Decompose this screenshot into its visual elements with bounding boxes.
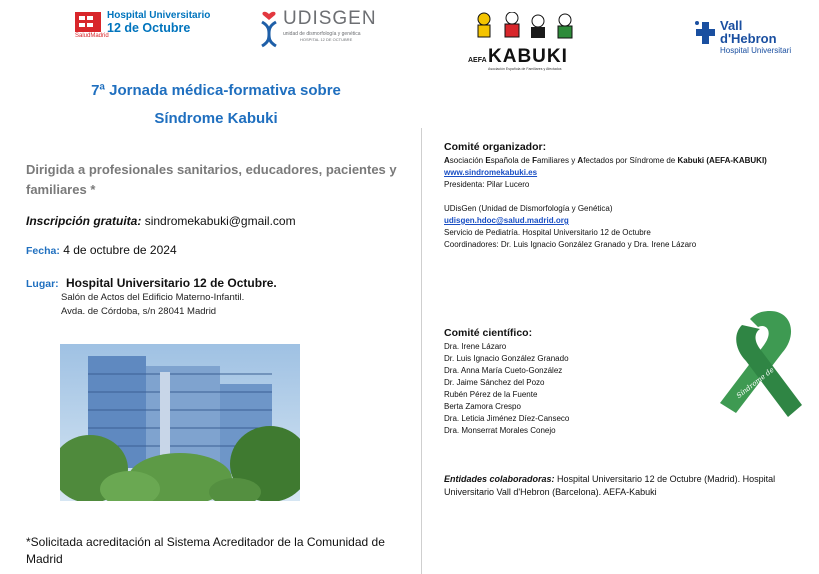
colaboradoras-value: Hospital Universitario 12 de Octubre (Madrid). Hospital Universitario Vall d'Hebron (Barcelona). AEFA-Kabuki <box>444 474 776 497</box>
member: Dra. Anna María Cueto-González <box>444 366 563 375</box>
member: Dra. Irene Lázaro <box>444 342 507 351</box>
vh-line1: Vall <box>720 18 743 33</box>
hospital-logo-line2: 12 de Octubre <box>107 21 191 35</box>
hospital-building-photo <box>60 344 300 501</box>
event-title-line2: Síndrome Kabuki <box>154 110 278 127</box>
saludmadrid-label: SaludMadrid <box>75 33 109 39</box>
assoc-name: Asociación Española de Familiares y Afectados por Síndrome de Kabuki (AEFA-KABUKI) <box>444 156 767 165</box>
colaboradoras-label: Entidades colaboradoras: <box>444 474 555 484</box>
comite-cientifico-heading: Comité científico: <box>444 327 533 339</box>
madrid-flag-icon <box>75 12 101 32</box>
coordinadores-text: Coordinadores: Dr. Luis Ignacio González Granado y Dra. Irene Lázaro <box>444 240 697 249</box>
udisgen-text: UDisGen (Unidad de Dismorfología y Genética) <box>444 204 613 213</box>
dna-heart-icon <box>256 4 282 54</box>
column-divider <box>421 128 422 574</box>
member: Rubén Pérez de la Fuente <box>444 390 538 399</box>
hospital-12-octubre-logo <box>75 10 215 39</box>
udisgen-name: UDISGEN <box>283 8 377 29</box>
fecha-row <box>26 243 177 257</box>
inscripcion-label: Inscripción gratuita: <box>26 214 142 228</box>
udisgen-sub1: unidad de dismorfología y genética <box>283 31 361 37</box>
udisgen-logo <box>256 4 386 54</box>
aefa-kabuki-logo <box>468 12 588 74</box>
member: Dra. Leticia Jiménez Díez-Canseco <box>444 414 570 423</box>
fecha-value: 4 de octubre de 2024 <box>63 243 177 257</box>
accreditation-note: *Solicitada acreditación al Sistema Acreditador de la Comunidad de Madrid <box>26 535 385 566</box>
member: Berta Zamora Crespo <box>444 402 521 411</box>
event-title-line1: 7ª Jornada médica-formativa sobre <box>91 82 341 99</box>
lugar-line2: Salón de Actos del Edificio Materno-Infantil. <box>61 292 245 303</box>
inscripcion-email: sindromekabuki@gmail.com <box>144 214 296 228</box>
ribbon-text: Síndrome de KABUKI <box>735 346 801 401</box>
kabuki-wordmark: KABUKI <box>488 46 568 67</box>
lugar-row <box>26 276 277 290</box>
inscripcion-row <box>26 214 296 228</box>
fecha-label: Fecha: <box>26 245 60 257</box>
presidenta-text: Presidenta: Pilar Lucero <box>444 180 530 189</box>
member: Dra. Monserrat Morales Conejo <box>444 426 556 435</box>
vall-hebron-logo <box>694 18 804 58</box>
udisgen-email-link[interactable]: udisgen.hdoc@salud.madrid.org <box>444 216 569 225</box>
member: Dr. Jaime Sánchez del Pozo <box>444 378 545 387</box>
children-figures-icon <box>468 12 588 48</box>
member: Dr. Luis Ignacio González Granado <box>444 354 569 363</box>
servicio-text: Servicio de Pediatría. Hospital Universitario 12 de Octubre <box>444 228 651 237</box>
green-ribbon-icon <box>702 305 806 423</box>
vh-line2: d'Hebron <box>720 31 777 46</box>
vall-hebron-cross-icon <box>694 20 718 50</box>
kabuki-sub: Asociación Española de Familiares y Afectados <box>488 67 562 71</box>
colaboradoras-text <box>444 473 810 499</box>
lugar-line3: Avda. de Córdoba, s/n 28041 Madrid <box>61 306 217 317</box>
lugar-label: Lugar: <box>26 278 59 290</box>
aefa-label: AEFA <box>468 57 487 64</box>
hospital-logo-line1: Hospital Universitario <box>107 10 211 21</box>
vh-line3: Hospital Universitari <box>720 46 792 55</box>
udisgen-sub2: HOSPITAL 12 DE OCTUBRE <box>300 37 353 42</box>
website-link[interactable]: www.sindromekabuki.es <box>444 168 538 177</box>
comite-organizador-heading: Comité organizador: <box>444 141 547 153</box>
audience-text: Dirigida a profesionales sanitarios, educadores, pacientes y familiares * <box>26 162 397 197</box>
lugar-value: Hospital Universitario 12 de Octubre. <box>66 276 277 290</box>
